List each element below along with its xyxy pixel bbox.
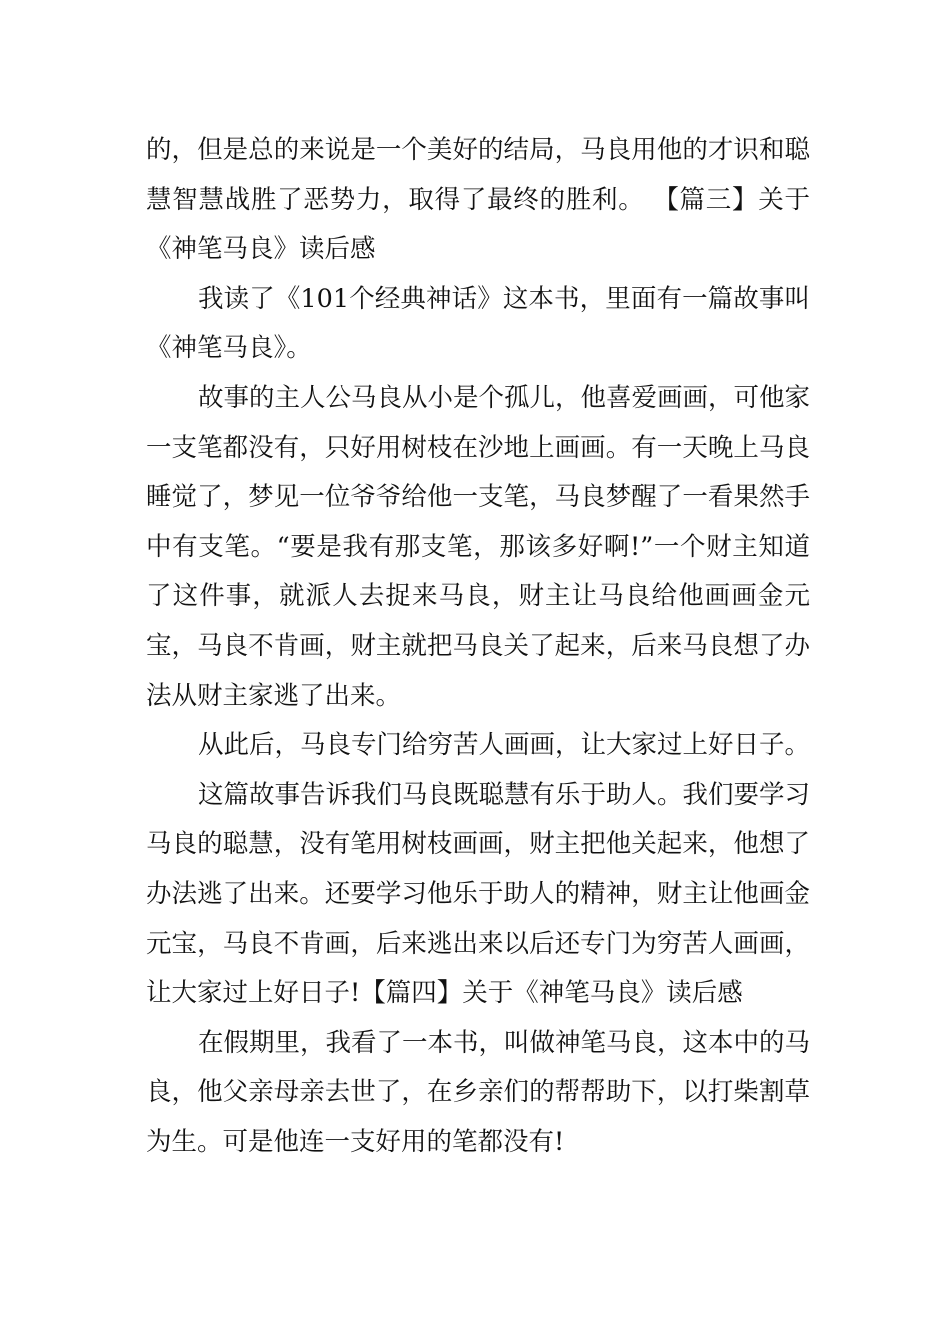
- paragraph-aftermath: 从此后，马良专门给穷苦人画画，让大家过上好日子。: [198, 730, 811, 761]
- paragraph-part-four: 在假期里，我看了一本书，叫做神笔马良，这本中的马良，他父亲母亲去世了，在乡亲们的帮帮助下，以打柴割草为生。可是他连一支好用的笔都没有!: [146, 1027, 811, 1157]
- paragraph-continuation: 的，但是总的来说是一个美好的结局，马良用他的才识和聪慧智慧战胜了恶势力，取得了最终的胜利。 【篇三】关于《神笔马良》读后感: [146, 135, 810, 265]
- document-body: [146, 126, 810, 1167]
- paragraph-lesson: 这篇故事告诉我们马良既聪慧有乐于助人。我们要学习马良的聪慧，没有笔用树枝画画，财主把他关起来，他想了办法逃了出来。还要学习他乐于助人的精神，财主让他画金元宝，马良不肯画，后来逃出来以后还专门为穷苦人画画，让大家过上好日子!【篇四】关于《神笔马良》读后感: [146, 779, 811, 1009]
- paragraph-intro: 我读了《101个经典神话》这本书，里面有一篇故事叫《神笔马良》。: [146, 283, 810, 364]
- paragraph-story: 故事的主人公马良从小是个孤儿，他喜爱画画，可他家一支笔都没有，只好用树枝在沙地上画画。有一天晚上马良睡觉了，梦见一位爷爷给他一支笔，马良梦醒了一看果然手中有支笔。“要是我有那支笔，那该多好啊!”一个财主知道了这件事，就派人去捉来马良，财主让马良给他画画金元宝，马良不肯画，财主就把马良关了起来，后来马良想了办法从财主家逃了出来。: [146, 382, 811, 711]
